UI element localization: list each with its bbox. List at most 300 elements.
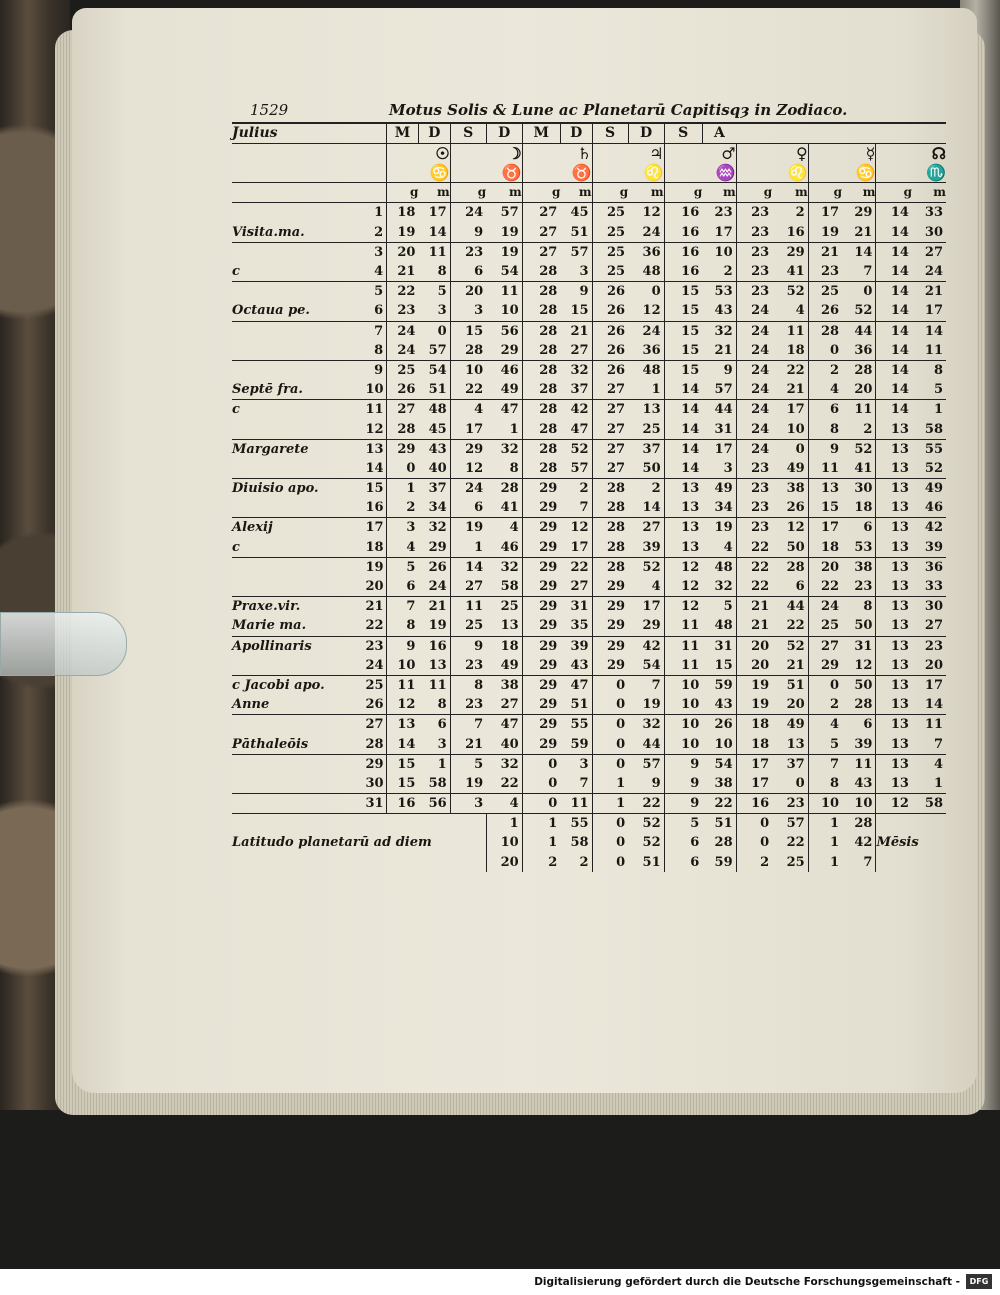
position-value: 9 xyxy=(450,636,486,656)
position-value: 11 xyxy=(664,616,702,636)
day-number: 24 xyxy=(365,657,384,673)
day-number: 4 xyxy=(374,264,384,280)
position-value: 40 xyxy=(428,460,447,476)
position-value: 26 xyxy=(592,301,628,321)
position-value: 24 xyxy=(642,323,661,339)
position-value: 29 xyxy=(500,342,519,358)
position-value: 14 xyxy=(664,419,702,439)
position-value: 42 xyxy=(570,402,589,418)
position-value: 17 xyxy=(642,599,661,615)
position-value: 0 xyxy=(863,284,873,300)
position-value: 23 xyxy=(714,205,733,221)
table-row xyxy=(232,734,946,754)
position-value: 29 xyxy=(592,656,628,676)
day-number: 3 xyxy=(374,244,384,260)
position-value: 8 xyxy=(808,419,842,439)
latitude-value: 1 xyxy=(808,833,842,852)
position-value: 45 xyxy=(428,421,447,437)
table-row xyxy=(232,695,946,715)
position-value: 50 xyxy=(642,460,661,476)
position-value: 24 xyxy=(736,439,772,459)
planet-column-header xyxy=(450,144,522,183)
position-value: 24 xyxy=(450,203,486,223)
position-value: 43 xyxy=(428,441,447,457)
position-value: 14 xyxy=(876,301,912,321)
position-value: 41 xyxy=(854,460,873,476)
day-feast-label xyxy=(232,498,365,518)
position-value: 48 xyxy=(642,264,661,280)
direction-letter: D xyxy=(418,124,450,144)
latitude-value: 52 xyxy=(642,816,661,832)
unit-label: g xyxy=(808,183,842,203)
position-value: 13 xyxy=(428,657,447,673)
position-value: 25 xyxy=(387,360,419,380)
position-value: 8 xyxy=(863,599,873,615)
position-value: 13 xyxy=(876,439,912,459)
latitude-value: 0 xyxy=(592,853,628,872)
unit-label: m xyxy=(509,185,522,200)
position-value: 11 xyxy=(664,636,702,656)
position-value: 18 xyxy=(736,715,772,735)
position-value: 6 xyxy=(437,717,447,733)
months-label xyxy=(876,853,946,872)
latitude-value: 0 xyxy=(736,814,772,834)
position-value: 19 xyxy=(500,244,519,260)
position-value: 27 xyxy=(500,697,519,713)
position-value: 32 xyxy=(642,717,661,733)
position-value: 28 xyxy=(450,341,486,361)
position-value: 0 xyxy=(592,695,628,715)
latitude-value: 57 xyxy=(786,816,805,832)
position-value: 56 xyxy=(500,323,519,339)
position-value: 7 xyxy=(863,264,873,280)
position-value: 14 xyxy=(876,341,912,361)
position-value: 1 xyxy=(651,382,661,398)
day-feast-label: Anne xyxy=(232,697,270,713)
position-value: 31 xyxy=(854,638,873,654)
position-value: 29 xyxy=(808,656,842,676)
position-value: 17 xyxy=(570,539,589,555)
position-value: 20 xyxy=(736,636,772,656)
position-value: 26 xyxy=(592,341,628,361)
position-value: 20 xyxy=(808,557,842,577)
position-value: 14 xyxy=(428,224,447,240)
position-value: 18 xyxy=(808,538,842,558)
day-feast-label: Diuisio apo. xyxy=(232,481,319,497)
latitude-value: 1 xyxy=(808,814,842,834)
planet-icon: ☉ xyxy=(435,144,450,164)
latitude-value: 6 xyxy=(664,853,702,872)
latitude-value: 1 xyxy=(522,833,560,852)
position-value: 13 xyxy=(664,479,702,499)
position-value: 8 xyxy=(437,697,447,713)
position-value: 29 xyxy=(522,597,560,617)
position-value: 52 xyxy=(854,303,873,319)
position-value: 21 xyxy=(924,284,943,300)
position-value: 11 xyxy=(450,597,486,617)
position-value: 23 xyxy=(450,656,486,676)
position-value: 27 xyxy=(570,342,589,358)
position-value: 2 xyxy=(808,695,842,715)
position-value: 16 xyxy=(428,638,447,654)
position-value: 23 xyxy=(854,579,873,595)
position-value: 52 xyxy=(786,638,805,654)
position-value: 22 xyxy=(736,538,772,558)
table-row xyxy=(232,380,946,400)
position-value: 13 xyxy=(876,734,912,754)
direction-letter: M xyxy=(387,124,419,144)
unit-row xyxy=(232,183,946,203)
table-row xyxy=(232,577,946,597)
position-value: 18 xyxy=(854,500,873,516)
position-value: 10 xyxy=(714,244,733,260)
day-feast-label xyxy=(232,774,365,794)
table-row xyxy=(232,774,946,794)
position-value: 13 xyxy=(876,459,912,479)
day-number: 14 xyxy=(365,460,384,476)
position-value: 28 xyxy=(592,557,628,577)
position-value: 36 xyxy=(642,244,661,260)
unit-label: g xyxy=(592,183,628,203)
position-value: 28 xyxy=(522,262,560,282)
position-value: 12 xyxy=(786,520,805,536)
position-value: 24 xyxy=(736,360,772,380)
position-value: 21 xyxy=(854,224,873,240)
position-value: 5 xyxy=(933,382,943,398)
position-value: 11 xyxy=(664,656,702,676)
position-value: 10 xyxy=(387,656,419,676)
position-value: 13 xyxy=(876,656,912,676)
position-value: 11 xyxy=(854,756,873,772)
day-feast-label: Apollinaris xyxy=(232,638,312,654)
position-value: 27 xyxy=(592,400,628,420)
position-value: 17 xyxy=(450,419,486,439)
latitude-value: 5 xyxy=(664,814,702,834)
position-value: 29 xyxy=(522,715,560,735)
position-value: 3 xyxy=(579,264,589,280)
position-value: 7 xyxy=(579,775,589,791)
position-value: 12 xyxy=(642,303,661,319)
position-value: 49 xyxy=(786,460,805,476)
planet-column-header xyxy=(664,144,736,183)
table-row xyxy=(232,400,946,420)
planet-icon: ☽ xyxy=(507,144,522,164)
position-value: 0 xyxy=(522,754,560,774)
position-value: 22 xyxy=(736,557,772,577)
table-row xyxy=(232,301,946,321)
position-value: 8 xyxy=(509,460,519,476)
day-number: 25 xyxy=(365,677,384,693)
day-feast-label: Marie ma. xyxy=(232,618,307,634)
position-value: 24 xyxy=(736,321,772,341)
position-value: 1 xyxy=(450,538,486,558)
latitude-row xyxy=(232,853,946,872)
position-value: 38 xyxy=(500,677,519,693)
position-value: 47 xyxy=(500,717,519,733)
position-value: 17 xyxy=(736,754,772,774)
position-value: 42 xyxy=(642,638,661,654)
position-value: 12 xyxy=(854,657,873,673)
position-value: 21 xyxy=(786,382,805,398)
position-value: 39 xyxy=(924,539,943,555)
table-row xyxy=(232,282,946,302)
position-value: 6 xyxy=(450,498,486,518)
position-value: 13 xyxy=(876,518,912,538)
position-value: 10 xyxy=(714,736,733,752)
position-value: 48 xyxy=(714,618,733,634)
day-number: 9 xyxy=(374,362,384,378)
position-value: 19 xyxy=(450,518,486,538)
position-value: 6 xyxy=(808,400,842,420)
position-value: 11 xyxy=(500,284,519,300)
position-value: 20 xyxy=(736,656,772,676)
position-value: 25 xyxy=(500,599,519,615)
position-value: 52 xyxy=(854,441,873,457)
position-value: 29 xyxy=(522,479,560,499)
position-value: 12 xyxy=(387,695,419,715)
direction-letter: D xyxy=(486,124,522,144)
day-feast-label xyxy=(232,419,365,439)
position-value: 24 xyxy=(924,264,943,280)
position-value: 8 xyxy=(933,362,943,378)
position-value: 51 xyxy=(570,224,589,240)
position-value: 13 xyxy=(664,498,702,518)
position-value: 24 xyxy=(736,301,772,321)
position-value: 13 xyxy=(876,754,912,774)
position-value: 0 xyxy=(592,675,628,695)
position-value: 15 xyxy=(450,321,486,341)
ephemeris-page xyxy=(232,98,946,872)
position-value: 14 xyxy=(664,400,702,420)
position-value: 54 xyxy=(642,657,661,673)
position-value: 29 xyxy=(592,616,628,636)
position-value: 28 xyxy=(786,559,805,575)
position-value: 57 xyxy=(428,342,447,358)
day-number: 6 xyxy=(374,303,384,319)
position-value: 58 xyxy=(924,796,943,812)
position-value: 9 xyxy=(723,362,733,378)
position-value: 40 xyxy=(500,736,519,752)
latitude-value: 22 xyxy=(786,835,805,851)
position-value: 23 xyxy=(736,282,772,302)
position-value: 47 xyxy=(570,421,589,437)
position-value: 23 xyxy=(736,262,772,282)
latitude-value: 2 xyxy=(579,854,589,870)
position-value: 32 xyxy=(500,559,519,575)
position-value: 53 xyxy=(714,284,733,300)
position-value: 16 xyxy=(664,203,702,223)
position-value: 46 xyxy=(500,539,519,555)
planet-icon: ♄ xyxy=(577,144,592,164)
position-value: 2 xyxy=(723,264,733,280)
position-value: 27 xyxy=(642,520,661,536)
position-value: 19 xyxy=(714,520,733,536)
latitude-value: 51 xyxy=(714,816,733,832)
position-value: 34 xyxy=(714,500,733,516)
position-value: 23 xyxy=(736,203,772,223)
position-value: 32 xyxy=(428,520,447,536)
table-row xyxy=(232,754,946,774)
position-value: 29 xyxy=(450,439,486,459)
position-value: 37 xyxy=(570,382,589,398)
position-value: 29 xyxy=(522,557,560,577)
latitude-row xyxy=(232,814,946,834)
position-value: 9 xyxy=(651,775,661,791)
position-value: 11 xyxy=(924,342,943,358)
planet-column-header xyxy=(387,144,451,183)
position-value: 23 xyxy=(736,498,772,518)
position-value: 54 xyxy=(428,362,447,378)
position-value: 12 xyxy=(642,205,661,221)
position-value: 59 xyxy=(714,677,733,693)
position-value: 13 xyxy=(876,636,912,656)
position-value: 13 xyxy=(876,675,912,695)
latitude-label: Latitudo planetarū ad diem xyxy=(232,835,432,851)
position-value: 14 xyxy=(854,244,873,260)
position-value: 22 xyxy=(642,796,661,812)
position-value: 0 xyxy=(795,441,805,457)
day-number: 19 xyxy=(365,559,384,575)
direction-letter: D xyxy=(628,124,664,144)
position-value: 7 xyxy=(933,736,943,752)
latitude-day: 10 xyxy=(486,833,522,852)
position-value: 51 xyxy=(786,677,805,693)
day-feast-label xyxy=(232,321,365,341)
position-value: 30 xyxy=(924,224,943,240)
position-value: 57 xyxy=(500,205,519,221)
latitude-value: 28 xyxy=(714,835,733,851)
day-number: 5 xyxy=(374,284,384,300)
position-value: 25 xyxy=(642,421,661,437)
position-value: 2 xyxy=(651,481,661,497)
position-value: 26 xyxy=(808,301,842,321)
position-value: 6 xyxy=(387,577,419,597)
position-value: 28 xyxy=(522,439,560,459)
day-feast-label: c xyxy=(232,264,240,280)
day-feast-label: c xyxy=(232,539,240,555)
position-value: 21 xyxy=(786,657,805,673)
position-value: 49 xyxy=(714,481,733,497)
position-value: 43 xyxy=(854,775,873,791)
position-value: 31 xyxy=(714,638,733,654)
position-value: 21 xyxy=(714,342,733,358)
day-feast-label xyxy=(232,794,365,814)
position-value: 11 xyxy=(786,323,805,339)
position-value: 2 xyxy=(387,498,419,518)
day-number: 10 xyxy=(365,382,384,398)
position-value: 41 xyxy=(786,264,805,280)
position-value: 29 xyxy=(522,695,560,715)
planet-icon: ♃ xyxy=(649,144,664,164)
position-value: 0 xyxy=(437,323,447,339)
position-value: 29 xyxy=(786,244,805,260)
position-value: 44 xyxy=(642,736,661,752)
position-value: 0 xyxy=(592,754,628,774)
months-label: Mēsis xyxy=(876,833,946,852)
position-value: 25 xyxy=(592,203,628,223)
position-value: 42 xyxy=(924,520,943,536)
position-value: 24 xyxy=(428,579,447,595)
day-feast-label xyxy=(232,341,365,361)
position-value: 29 xyxy=(522,538,560,558)
day-feast-label: Margarete xyxy=(232,441,309,457)
position-value: 48 xyxy=(428,402,447,418)
position-value: 16 xyxy=(664,223,702,243)
position-value: 27 xyxy=(592,439,628,459)
position-value: 6 xyxy=(450,262,486,282)
table-row xyxy=(232,675,946,695)
position-value: 0 xyxy=(522,794,560,814)
position-value: 4 xyxy=(795,303,805,319)
position-value: 15 xyxy=(664,301,702,321)
position-value: 27 xyxy=(522,242,560,262)
position-value: 29 xyxy=(522,656,560,676)
position-value: 10 xyxy=(664,734,702,754)
position-value: 32 xyxy=(714,579,733,595)
position-value: 22 xyxy=(786,362,805,378)
position-value: 11 xyxy=(808,459,842,479)
latitude-value: 1 xyxy=(808,853,842,872)
position-value: 39 xyxy=(854,736,873,752)
position-value: 37 xyxy=(642,441,661,457)
position-value: 7 xyxy=(450,715,486,735)
position-value: 10 xyxy=(664,715,702,735)
position-value: 26 xyxy=(786,500,805,516)
position-value: 0 xyxy=(808,341,842,361)
position-value: 14 xyxy=(876,400,912,420)
position-value: 3 xyxy=(387,518,419,538)
position-value: 24 xyxy=(808,597,842,617)
day-feast-label xyxy=(232,754,365,774)
position-value: 0 xyxy=(387,459,419,479)
position-value: 14 xyxy=(664,459,702,479)
position-value: 3 xyxy=(450,794,486,814)
position-value: 3 xyxy=(437,303,447,319)
position-value: 10 xyxy=(786,421,805,437)
month-label: Julius xyxy=(232,125,278,142)
day-number: 8 xyxy=(374,342,384,358)
unit-label: m xyxy=(933,185,946,200)
position-value: 49 xyxy=(500,657,519,673)
position-value: 18 xyxy=(387,203,419,223)
months-label xyxy=(876,814,946,834)
latitude-label xyxy=(232,853,486,872)
day-feast-label: Septē fra. xyxy=(232,382,303,398)
planet-column-header xyxy=(522,144,592,183)
day-number: 22 xyxy=(365,618,384,634)
position-value: 36 xyxy=(854,342,873,358)
position-value: 14 xyxy=(924,323,943,339)
position-value: 26 xyxy=(592,282,628,302)
bookmark-clip xyxy=(0,612,127,676)
position-value: 0 xyxy=(651,284,661,300)
planet-icon: ♀ xyxy=(795,144,808,164)
position-value: 2 xyxy=(579,481,589,497)
position-value: 11 xyxy=(854,402,873,418)
position-value: 57 xyxy=(570,460,589,476)
position-value: 24 xyxy=(736,400,772,420)
position-value: 52 xyxy=(924,460,943,476)
position-value: 17 xyxy=(786,402,805,418)
day-feast-label: Alexij xyxy=(232,520,273,536)
position-value: 14 xyxy=(876,223,912,243)
position-value: 19 xyxy=(808,223,842,243)
position-value: 4 xyxy=(651,579,661,595)
position-value: 31 xyxy=(570,599,589,615)
position-value: 7 xyxy=(651,677,661,693)
position-value: 11 xyxy=(428,677,447,693)
position-value: 28 xyxy=(522,419,560,439)
